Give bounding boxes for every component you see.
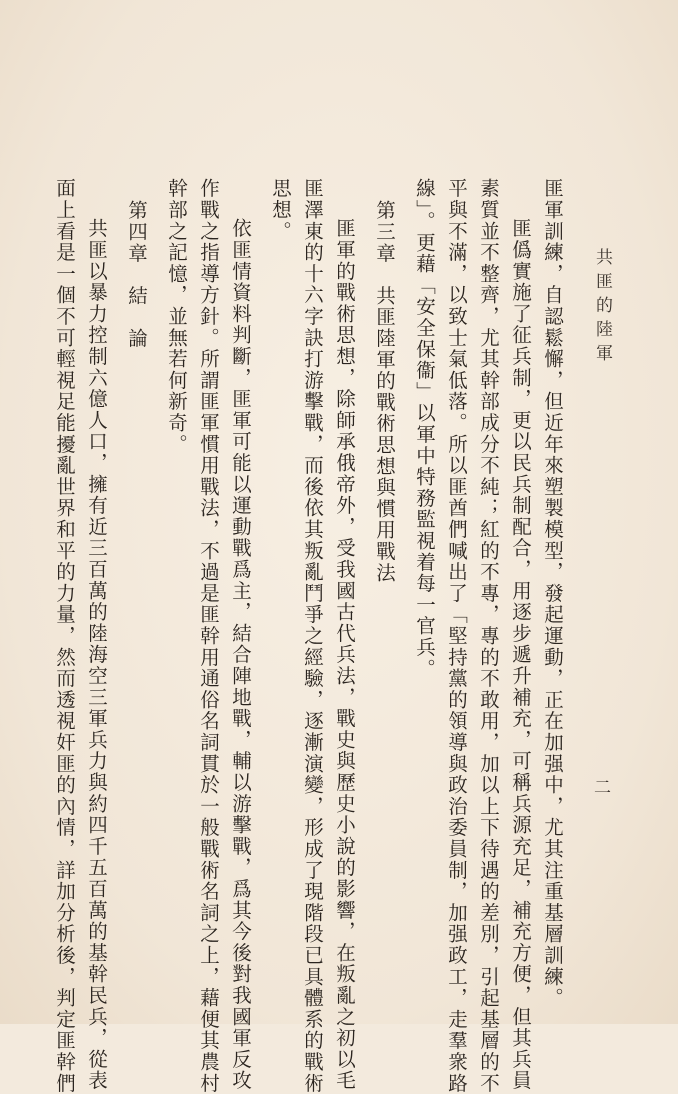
text-column: 依匪情資料判斷，匪軍可能以運動戰爲主，結合陣地戰，輔以游擊戰，爲其今後對我國軍反攻 xyxy=(229,218,252,1092)
text-column: 共匪以暴力控制六億人口，擁有近三百萬的陸海空三軍兵力與約四千五百萬的基幹民兵，從表 xyxy=(85,218,108,1092)
text-column: 匪軍訓練，自認鬆懈，但近年來塑製模型，發起運動，正在加强中，尤其注重基層訓練。 xyxy=(541,178,564,1009)
text-column: 匪澤東的十六字訣打游擊戰，而後依其叛亂鬥爭之經驗，逐漸演變，形成了現階段已具體系的戰術 xyxy=(301,178,324,1094)
text-column: 匪僞實施了征兵制，更以民兵制配合，用逐步遞升補充，可稱兵源充足，補充方便，但其兵員 xyxy=(509,218,532,1092)
text-column: 幹部之記憶，並無若何新奇。 xyxy=(165,178,188,455)
text-column: 作戰之指導方針。所謂匪軍慣用戰法，不過是匪幹用通俗名詞貫於一般戰術名詞之上，藉便其農村 xyxy=(197,178,220,1094)
body-text xyxy=(48,178,568,1094)
running-header: 共匪的陸軍 xyxy=(592,248,612,368)
text-column: 平與不滿，以致士氣低落。所以匪酋們喊出了「堅持黨的領導與政治委員制，加强政工，走羣衆路 xyxy=(445,178,468,1094)
text-column: 素質並不整齊，尤其幹部成分不純；紅的不專，專的不敢用，加以上下待遇的差別，引起基層的不 xyxy=(477,178,500,1094)
chapter-heading: 第三章 共匪陸軍的戰術思想與慣用戰法 xyxy=(373,200,396,584)
page-number: 二 xyxy=(590,778,610,795)
chapter-heading: 第四章 結 論 xyxy=(125,200,148,350)
text-column: 線」。更藉「安全保衞」以軍中特務監視着每一官兵。 xyxy=(413,178,436,680)
text-column: 匪軍的戰術思想，除師承俄帝外，受我國古代兵法，戰史與歷史小說的影響，在叛亂之初以毛 xyxy=(333,218,356,1092)
text-column: 思想。 xyxy=(269,178,292,242)
text-column: 面上看是一個不可輕視足能擾亂世界和平的力量，然而透視奸匪的內情，詳加分析後，判定匪幹們 xyxy=(53,178,76,1094)
